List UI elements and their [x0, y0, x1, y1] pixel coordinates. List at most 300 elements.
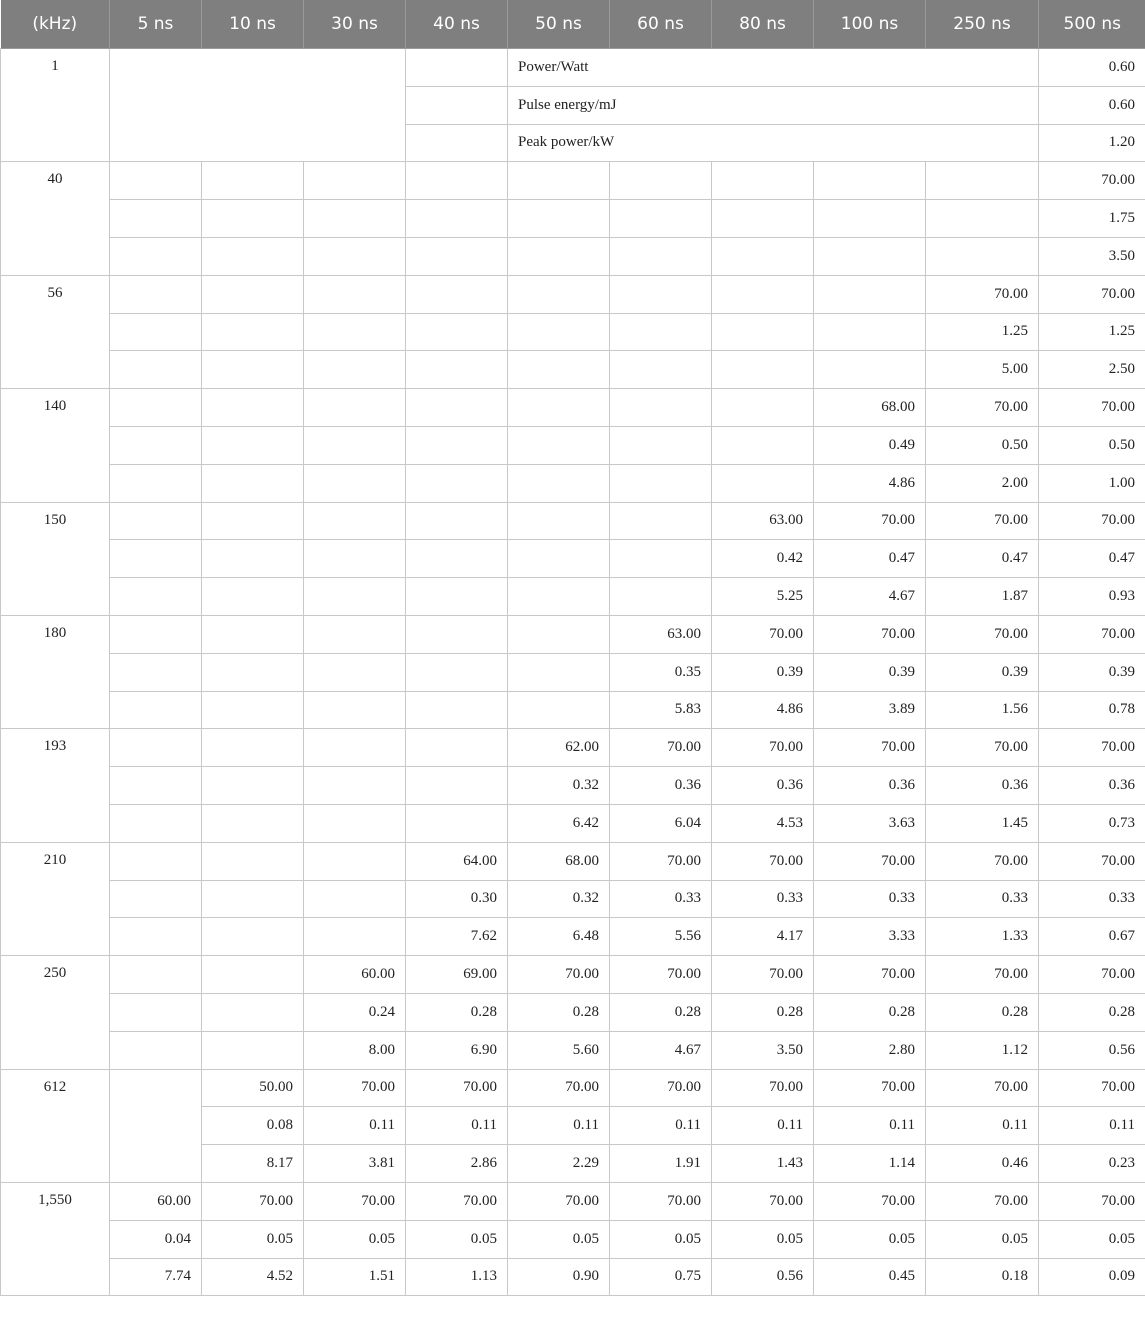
value-cell — [304, 767, 406, 805]
value-cell — [926, 200, 1039, 238]
value-cell: 3.50 — [712, 1031, 814, 1069]
value-cell: 0.11 — [712, 1107, 814, 1145]
value-cell — [406, 237, 508, 275]
value-cell — [110, 351, 202, 389]
value-cell: 0.09 — [1039, 1258, 1145, 1296]
value-cell: 70.00 — [712, 615, 814, 653]
table-row — [1, 426, 1145, 464]
value-cell — [610, 162, 712, 200]
value-cell: 0.56 — [712, 1258, 814, 1296]
table-row — [1, 1031, 1145, 1069]
value-cell — [610, 351, 712, 389]
legend-label: Pulse energy/mJ — [508, 86, 1039, 124]
value-cell: 70.00 — [926, 389, 1039, 427]
value-cell — [110, 1031, 202, 1069]
table-row — [1, 729, 1145, 767]
value-cell — [110, 993, 202, 1031]
value-cell: 70.00 — [712, 1182, 814, 1220]
value-cell: 0.49 — [814, 426, 926, 464]
value-cell — [508, 615, 610, 653]
value-cell: 70.00 — [814, 842, 926, 880]
value-cell: 0.39 — [1039, 653, 1145, 691]
value-cell: 68.00 — [508, 842, 610, 880]
value-cell: 0.28 — [712, 993, 814, 1031]
value-cell: 63.00 — [712, 502, 814, 540]
value-cell — [202, 880, 304, 918]
value-cell — [202, 578, 304, 616]
value-cell — [110, 653, 202, 691]
value-cell — [406, 729, 508, 767]
value-cell: 0.33 — [814, 880, 926, 918]
value-cell: 1.13 — [406, 1258, 508, 1296]
value-cell — [110, 578, 202, 616]
table-row — [1, 691, 1145, 729]
value-cell — [926, 162, 1039, 200]
value-cell: 70.00 — [926, 1182, 1039, 1220]
value-cell: 70.00 — [1039, 1069, 1145, 1107]
value-cell — [304, 200, 406, 238]
value-cell — [406, 426, 508, 464]
value-cell — [712, 162, 814, 200]
header-row — [1, 0, 1145, 49]
table-row — [1, 464, 1145, 502]
value-cell: 70.00 — [712, 842, 814, 880]
value-cell: 1.91 — [610, 1145, 712, 1183]
value-cell — [202, 615, 304, 653]
value-cell: 7.74 — [110, 1258, 202, 1296]
value-cell: 0.05 — [712, 1220, 814, 1258]
value-cell: 0.67 — [1039, 918, 1145, 956]
value-cell — [508, 313, 610, 351]
value-cell: 6.48 — [508, 918, 610, 956]
table-row — [1, 804, 1145, 842]
value-cell: 0.05 — [304, 1220, 406, 1258]
value-cell: 70.00 — [926, 275, 1039, 313]
column-header: 250 ns — [926, 0, 1039, 49]
value-cell: 1.12 — [926, 1031, 1039, 1069]
value-cell: 0.05 — [406, 1220, 508, 1258]
value-cell: 6.04 — [610, 804, 712, 842]
value-cell — [610, 313, 712, 351]
value-cell: 8.00 — [304, 1031, 406, 1069]
value-cell — [712, 389, 814, 427]
value-cell: 62.00 — [508, 729, 610, 767]
value-cell — [406, 389, 508, 427]
value-cell — [712, 351, 814, 389]
value-cell — [610, 540, 712, 578]
value-cell: 1.43 — [712, 1145, 814, 1183]
value-cell: 0.50 — [1039, 426, 1145, 464]
value-cell: 70.00 — [1039, 956, 1145, 994]
value-cell: 70.00 — [610, 956, 712, 994]
value-cell: 7.62 — [406, 918, 508, 956]
value-cell — [508, 275, 610, 313]
value-cell: 0.28 — [610, 993, 712, 1031]
value-cell — [712, 464, 814, 502]
value-cell: 70.00 — [508, 1182, 610, 1220]
value-cell — [202, 502, 304, 540]
value-cell — [712, 313, 814, 351]
value-cell — [110, 200, 202, 238]
value-cell: 0.23 — [1039, 1145, 1145, 1183]
value-cell: 70.00 — [712, 729, 814, 767]
value-cell — [202, 200, 304, 238]
value-cell — [406, 200, 508, 238]
value-cell: 70.00 — [508, 1069, 610, 1107]
value-cell — [508, 502, 610, 540]
value-cell — [110, 502, 202, 540]
value-cell: 3.63 — [814, 804, 926, 842]
value-cell: 0.33 — [926, 880, 1039, 918]
frequency-cell: 1 — [1, 49, 110, 162]
value-cell: 63.00 — [610, 615, 712, 653]
value-cell — [508, 653, 610, 691]
value-cell — [110, 804, 202, 842]
value-cell: 2.80 — [814, 1031, 926, 1069]
value-cell — [304, 162, 406, 200]
value-cell: 0.11 — [1039, 1107, 1145, 1145]
value-cell: 68.00 — [814, 389, 926, 427]
value-cell: 70.00 — [926, 1069, 1039, 1107]
column-header: (kHz) — [1, 0, 110, 49]
value-cell — [304, 578, 406, 616]
value-cell: 1.00 — [1039, 464, 1145, 502]
value-cell: 0.11 — [610, 1107, 712, 1145]
value-cell: 70.00 — [1039, 502, 1145, 540]
value-cell: 0.28 — [814, 993, 926, 1031]
value-cell — [202, 767, 304, 805]
value-cell: 70.00 — [926, 956, 1039, 994]
value-cell — [508, 578, 610, 616]
blank-cell — [406, 86, 508, 124]
value-cell: 70.00 — [1039, 162, 1145, 200]
value-cell: 70.00 — [406, 1069, 508, 1107]
frequency-cell: 180 — [1, 615, 110, 728]
value-cell: 0.05 — [926, 1220, 1039, 1258]
value-cell: 70.00 — [814, 956, 926, 994]
value-cell — [406, 275, 508, 313]
value-cell: 0.28 — [406, 993, 508, 1031]
value-cell: 2.29 — [508, 1145, 610, 1183]
value-cell — [814, 313, 926, 351]
value-cell — [110, 540, 202, 578]
column-header: 40 ns — [406, 0, 508, 49]
table-row — [1, 540, 1145, 578]
value-cell: 70.00 — [1039, 1182, 1145, 1220]
value-cell: 0.33 — [712, 880, 814, 918]
value-cell: 0.35 — [610, 653, 712, 691]
value-cell: 6.42 — [508, 804, 610, 842]
value-cell: 70.00 — [610, 1182, 712, 1220]
value-cell: 0.45 — [814, 1258, 926, 1296]
table-row — [1, 615, 1145, 653]
value-cell: 60.00 — [304, 956, 406, 994]
frequency-cell: 140 — [1, 389, 110, 502]
value-cell: 4.86 — [814, 464, 926, 502]
value-cell — [610, 464, 712, 502]
value-cell: 0.47 — [814, 540, 926, 578]
value-cell — [814, 237, 926, 275]
frequency-cell: 612 — [1, 1069, 110, 1182]
value-cell — [508, 351, 610, 389]
value-cell — [814, 162, 926, 200]
frequency-cell: 56 — [1, 275, 110, 388]
table-row — [1, 993, 1145, 1031]
value-cell: 0.18 — [926, 1258, 1039, 1296]
value-cell: 2.86 — [406, 1145, 508, 1183]
value-cell: 0.39 — [814, 653, 926, 691]
column-header: 100 ns — [814, 0, 926, 49]
table-row — [1, 351, 1145, 389]
value-cell: 0.33 — [1039, 880, 1145, 918]
table-row — [1, 313, 1145, 351]
value-cell — [202, 993, 304, 1031]
value-cell: 0.11 — [508, 1107, 610, 1145]
column-header: 30 ns — [304, 0, 406, 49]
value-cell — [406, 615, 508, 653]
value-cell: 0.11 — [926, 1107, 1039, 1145]
legend-label: Power/Watt — [508, 49, 1039, 87]
value-cell — [406, 691, 508, 729]
value-cell: 70.00 — [1039, 275, 1145, 313]
value-cell: 0.42 — [712, 540, 814, 578]
value-cell — [202, 237, 304, 275]
value-cell: 4.17 — [712, 918, 814, 956]
value-cell: 70.00 — [610, 1069, 712, 1107]
value-cell — [610, 578, 712, 616]
value-cell — [304, 804, 406, 842]
value-cell — [406, 804, 508, 842]
value-cell — [110, 956, 202, 994]
value-cell: 0.78 — [1039, 691, 1145, 729]
table-row — [1, 237, 1145, 275]
value-cell: 0.30 — [406, 880, 508, 918]
value-cell: 6.90 — [406, 1031, 508, 1069]
value-cell — [202, 540, 304, 578]
value-cell: 3.50 — [1039, 237, 1145, 275]
value-cell: 70.00 — [1039, 615, 1145, 653]
value-cell: 0.05 — [814, 1220, 926, 1258]
column-header: 60 ns — [610, 0, 712, 49]
value-cell: 70.00 — [814, 615, 926, 653]
value-cell — [406, 502, 508, 540]
column-header: 50 ns — [508, 0, 610, 49]
value-cell — [406, 767, 508, 805]
value-cell: 70.00 — [926, 729, 1039, 767]
value-cell — [202, 389, 304, 427]
value-cell — [610, 502, 712, 540]
value-cell — [202, 162, 304, 200]
value-cell: 3.33 — [814, 918, 926, 956]
frequency-cell: 250 — [1, 956, 110, 1069]
value-cell: 70.00 — [926, 502, 1039, 540]
value-cell — [406, 162, 508, 200]
value-cell: 0.36 — [814, 767, 926, 805]
value-cell — [304, 237, 406, 275]
table-row — [1, 162, 1145, 200]
value-cell — [202, 729, 304, 767]
value-cell — [110, 880, 202, 918]
legend-value: 0.60 — [1039, 86, 1145, 124]
value-cell: 1.25 — [926, 313, 1039, 351]
value-cell: 64.00 — [406, 842, 508, 880]
table-row — [1, 880, 1145, 918]
value-cell — [202, 691, 304, 729]
blank-cell — [110, 49, 406, 162]
frequency-cell: 193 — [1, 729, 110, 842]
value-cell: 70.00 — [1039, 389, 1145, 427]
value-cell: 0.75 — [610, 1258, 712, 1296]
table-row — [1, 275, 1145, 313]
value-cell: 70.00 — [1039, 729, 1145, 767]
value-cell: 0.90 — [508, 1258, 610, 1296]
legend-label: Peak power/kW — [508, 124, 1039, 162]
value-cell: 1.25 — [1039, 313, 1145, 351]
value-cell: 4.53 — [712, 804, 814, 842]
value-cell: 70.00 — [814, 1069, 926, 1107]
value-cell — [406, 540, 508, 578]
value-cell — [110, 237, 202, 275]
value-cell — [110, 767, 202, 805]
value-cell: 1.45 — [926, 804, 1039, 842]
table-row — [1, 1182, 1145, 1220]
value-cell — [712, 275, 814, 313]
value-cell: 70.00 — [926, 842, 1039, 880]
value-cell: 70.00 — [712, 1069, 814, 1107]
value-cell: 0.28 — [508, 993, 610, 1031]
value-cell — [110, 918, 202, 956]
value-cell — [508, 162, 610, 200]
value-cell — [610, 200, 712, 238]
value-cell — [202, 313, 304, 351]
value-cell: 70.00 — [814, 502, 926, 540]
blank-cell — [406, 124, 508, 162]
value-cell — [110, 275, 202, 313]
value-cell: 70.00 — [814, 1182, 926, 1220]
table-row — [1, 956, 1145, 994]
value-cell — [712, 426, 814, 464]
value-cell — [508, 691, 610, 729]
value-cell: 4.67 — [814, 578, 926, 616]
value-cell: 70.00 — [712, 956, 814, 994]
value-cell — [508, 540, 610, 578]
value-cell — [712, 200, 814, 238]
value-cell: 70.00 — [304, 1182, 406, 1220]
value-cell: 0.08 — [202, 1107, 304, 1145]
value-cell — [304, 653, 406, 691]
value-cell: 5.25 — [712, 578, 814, 616]
value-cell: 8.17 — [202, 1145, 304, 1183]
value-cell: 70.00 — [610, 842, 712, 880]
value-cell — [202, 351, 304, 389]
blank-cell — [406, 49, 508, 87]
value-cell: 5.56 — [610, 918, 712, 956]
value-cell — [814, 351, 926, 389]
value-cell: 0.11 — [406, 1107, 508, 1145]
value-cell — [304, 389, 406, 427]
value-cell — [304, 729, 406, 767]
value-cell: 0.46 — [926, 1145, 1039, 1183]
value-cell — [304, 540, 406, 578]
value-cell — [202, 804, 304, 842]
value-cell — [202, 956, 304, 994]
value-cell: 0.39 — [712, 653, 814, 691]
value-cell — [406, 464, 508, 502]
value-cell: 69.00 — [406, 956, 508, 994]
table-row — [1, 1069, 1145, 1107]
value-cell — [110, 729, 202, 767]
value-cell: 0.05 — [610, 1220, 712, 1258]
value-cell: 70.00 — [304, 1069, 406, 1107]
value-cell — [304, 880, 406, 918]
value-cell — [304, 502, 406, 540]
value-cell — [304, 275, 406, 313]
value-cell: 5.00 — [926, 351, 1039, 389]
value-cell — [304, 313, 406, 351]
value-cell — [304, 351, 406, 389]
value-cell: 0.32 — [508, 767, 610, 805]
table-row — [1, 389, 1145, 427]
value-cell: 0.05 — [1039, 1220, 1145, 1258]
value-cell: 0.24 — [304, 993, 406, 1031]
value-cell: 70.00 — [814, 729, 926, 767]
value-cell — [610, 237, 712, 275]
value-cell: 0.05 — [508, 1220, 610, 1258]
table-row — [1, 653, 1145, 691]
value-cell: 0.50 — [926, 426, 1039, 464]
value-cell — [304, 918, 406, 956]
value-cell: 70.00 — [610, 729, 712, 767]
value-cell: 0.32 — [508, 880, 610, 918]
legend-value: 0.60 — [1039, 49, 1145, 87]
value-cell: 4.52 — [202, 1258, 304, 1296]
value-cell: 2.00 — [926, 464, 1039, 502]
frequency-cell: 40 — [1, 162, 110, 275]
value-cell: 1.75 — [1039, 200, 1145, 238]
value-cell — [202, 842, 304, 880]
value-cell — [508, 389, 610, 427]
value-cell: 1.33 — [926, 918, 1039, 956]
value-cell: 0.28 — [926, 993, 1039, 1031]
table-row — [1, 1258, 1145, 1296]
value-cell: 1.56 — [926, 691, 1039, 729]
value-cell: 70.00 — [926, 615, 1039, 653]
value-cell: 5.60 — [508, 1031, 610, 1069]
value-cell: 0.73 — [1039, 804, 1145, 842]
value-cell — [110, 691, 202, 729]
value-cell: 70.00 — [1039, 842, 1145, 880]
value-cell — [406, 313, 508, 351]
value-cell — [304, 842, 406, 880]
value-cell: 0.28 — [1039, 993, 1145, 1031]
value-cell: 0.56 — [1039, 1031, 1145, 1069]
value-cell: 3.81 — [304, 1145, 406, 1183]
value-cell — [610, 275, 712, 313]
value-cell — [508, 200, 610, 238]
column-header: 5 ns — [110, 0, 202, 49]
value-cell: 4.86 — [712, 691, 814, 729]
value-cell: 0.36 — [926, 767, 1039, 805]
table-row — [1, 767, 1145, 805]
value-cell: 4.67 — [610, 1031, 712, 1069]
table-row — [1, 1220, 1145, 1258]
value-cell — [304, 426, 406, 464]
value-cell — [406, 653, 508, 691]
value-cell — [202, 653, 304, 691]
value-cell — [508, 237, 610, 275]
table-row — [1, 49, 1145, 87]
value-cell — [304, 464, 406, 502]
